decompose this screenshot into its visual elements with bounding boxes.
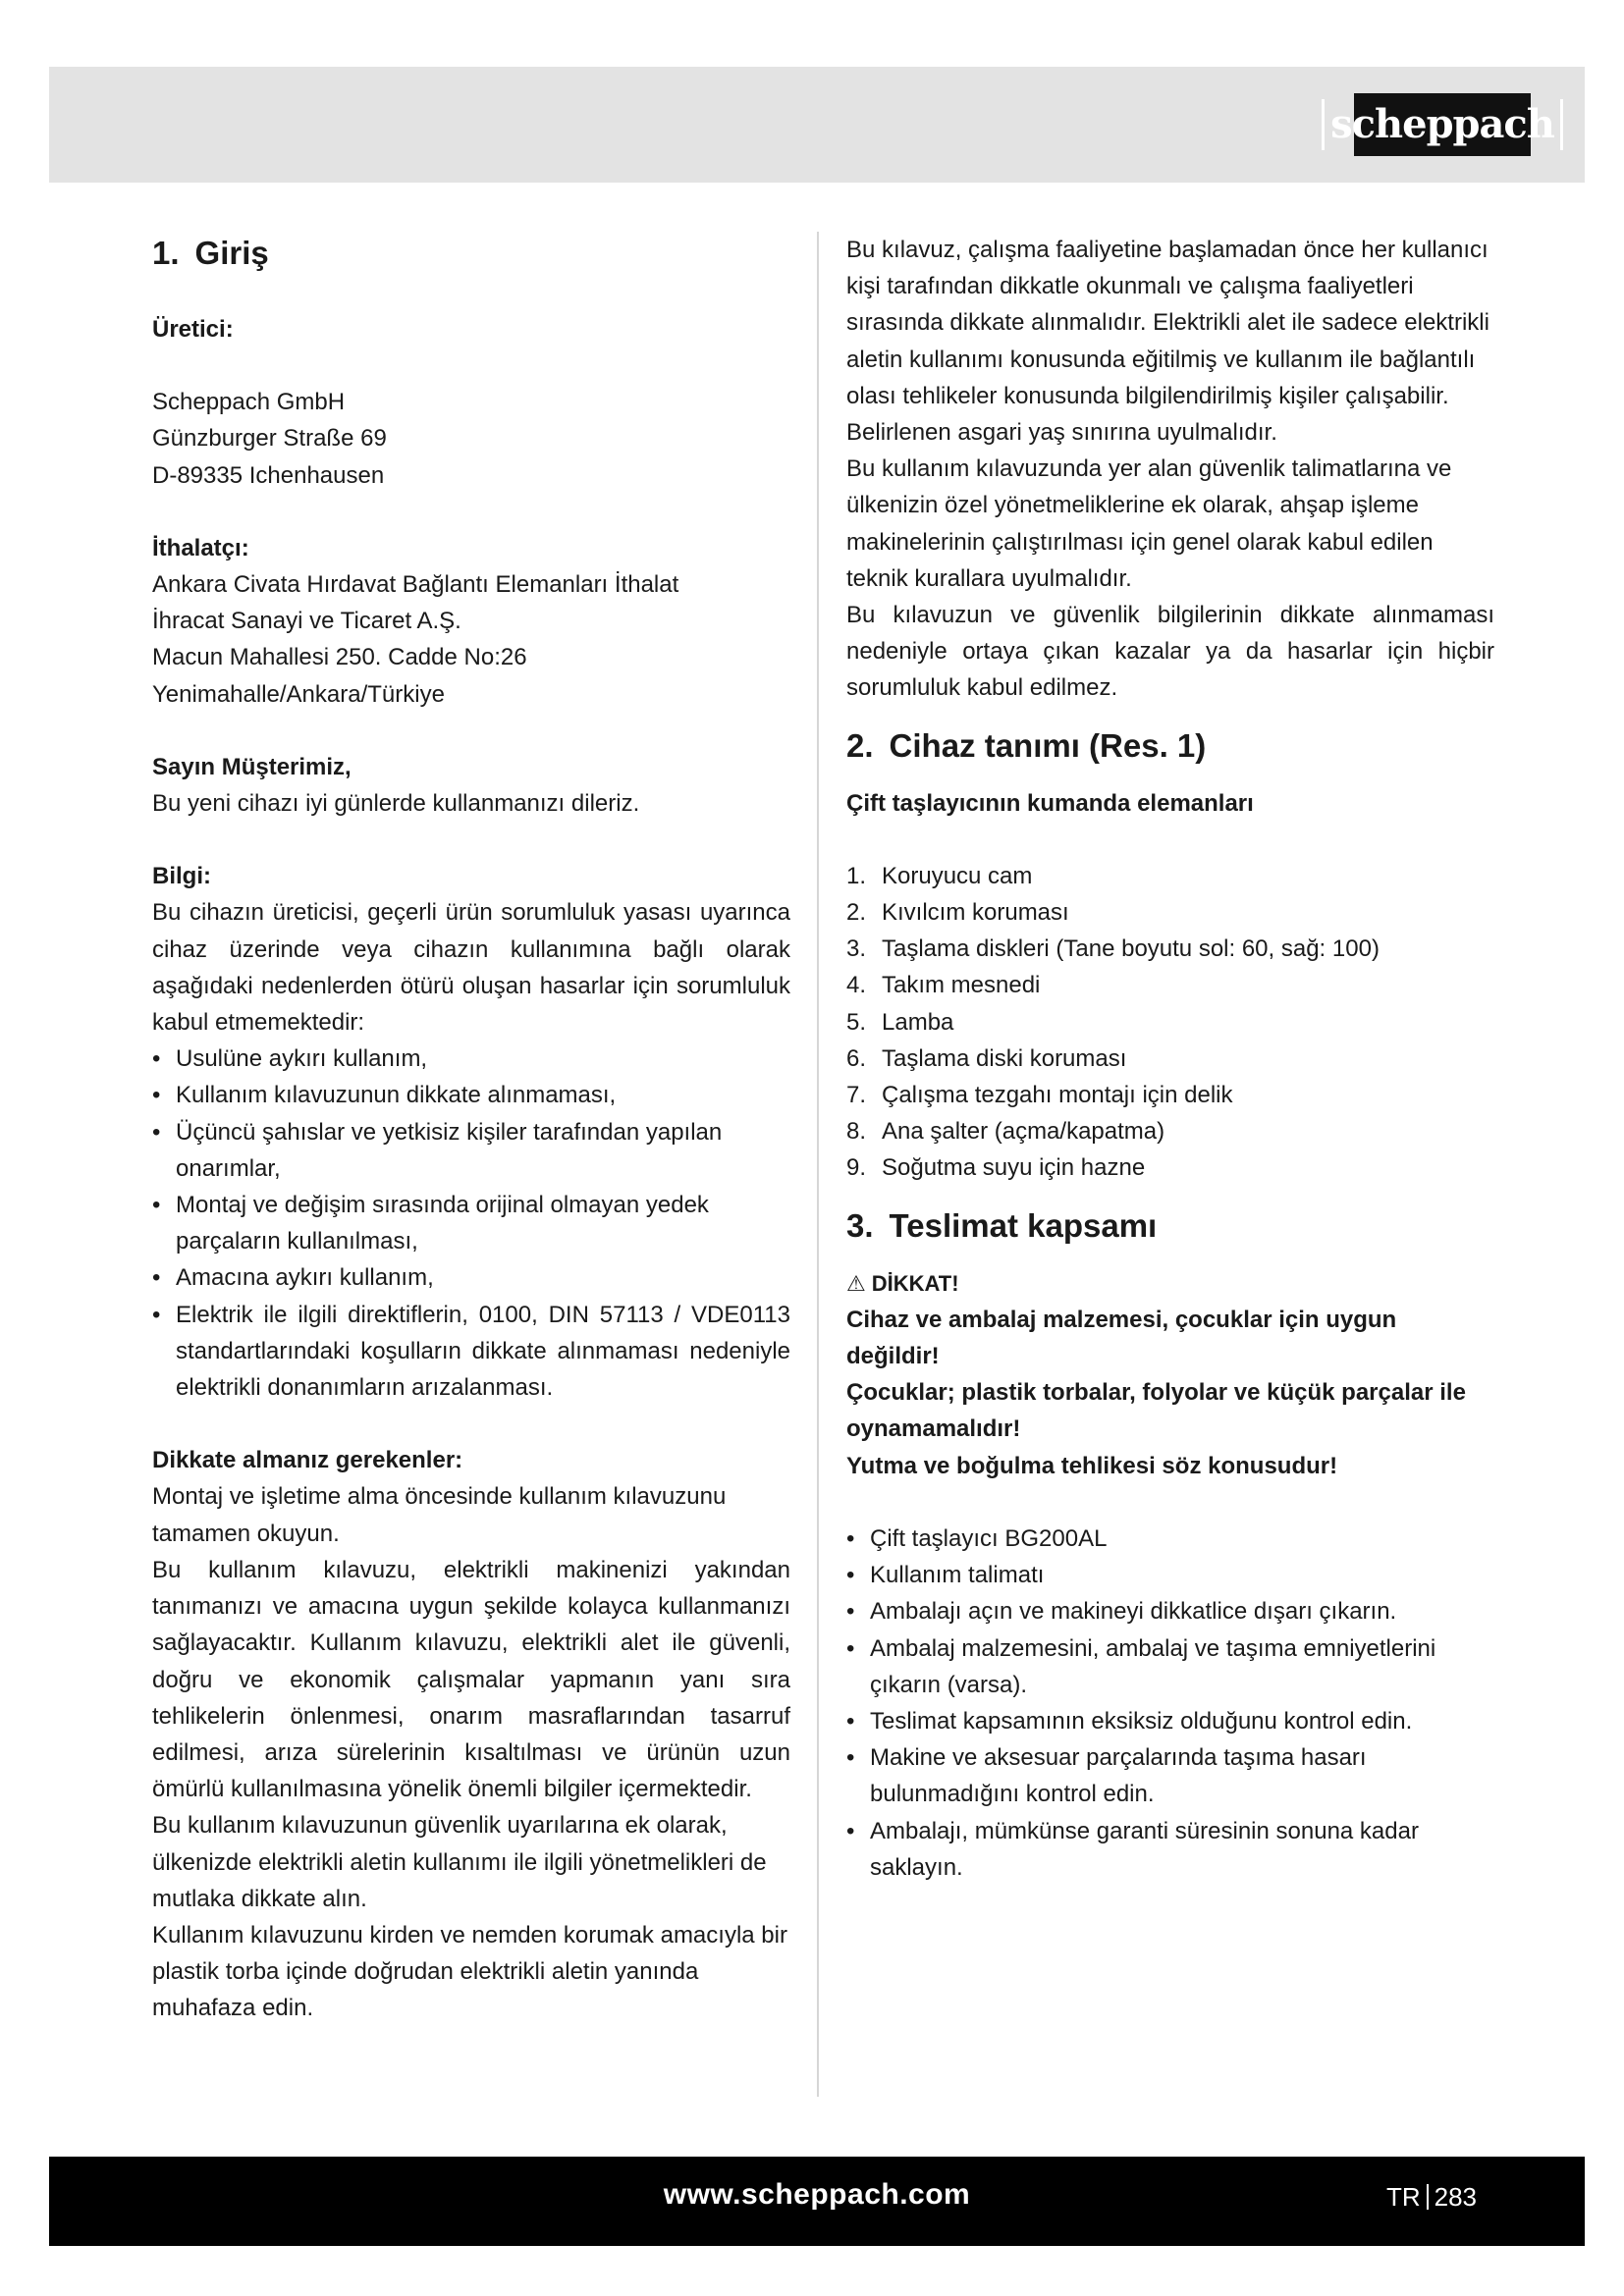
info-label: Bilgi:: [152, 863, 211, 890]
list-item: 9. Soğutma suyu için hazne: [846, 1154, 1146, 1182]
list-item: • Elektrik ile ilgili direktiflerin, 0100, DIN 57113 / VDE0113 standartlarındaki koşulların dikkate alınmaması nedeniyle elektrikli donanımların arızalanması.: [152, 1297, 790, 1407]
list-item: • Amacına aykırı kullanım,: [152, 1259, 790, 1296]
left-column: [152, 232, 790, 2027]
list-item: 8. Ana şalter (açma/kapatma): [846, 1118, 1165, 1146]
notes-paragraph: Montaj ve işletime alma öncesinde kullanım kılavuzunu tamamen okuyun.: [152, 1483, 727, 1547]
customer-text: Bu yeni cihazı iyi günlerde kullanmanızı dileriz.: [152, 790, 640, 818]
list-item: • Ambalajı açın ve makineyi dikkatlice dışarı çıkarın.: [846, 1593, 1494, 1629]
list-item: 3. Taşlama diskleri (Tane boyutu sol: 60, sağ: 100): [846, 935, 1380, 963]
list-item: • Kullanım kılavuzunun dikkate alınmaması,: [152, 1077, 790, 1113]
list-item: • Montaj ve değişim sırasında orijinal olmayan yedek parçaların kullanılması,: [152, 1187, 790, 1259]
page-number: TR 283: [1385, 2182, 1477, 2212]
importer-line: Macun Mahallesi 250. Cadde No:26: [152, 644, 527, 671]
list-item: • Usulüne aykırı kullanım,: [152, 1041, 790, 1077]
info-list: [152, 1041, 790, 1406]
importer-line: Yenimahalle/Ankara/Türkiye: [152, 680, 445, 708]
list-item: 5. Lamba: [846, 1008, 954, 1036]
list-item: • Makine ve aksesuar parçalarında taşıma hasarı bulunmadığını kontrol edin.: [846, 1739, 1494, 1812]
list-item: 2. Kıvılcım koruması: [846, 899, 1069, 927]
importer-line: İhracat Sanayi ve Ticaret A.Ş.: [152, 608, 461, 635]
importer-line: Ankara Civata Hırdavat Bağlantı Elemanları İthalat: [152, 571, 679, 599]
footer-url[interactable]: www.scheppach.com: [663, 2178, 971, 2211]
manufacturer-label: Üretici:: [152, 316, 234, 343]
delivery-list: [846, 1521, 1494, 1886]
section-3-heading: 3. Teslimat kapsamı: [846, 1206, 1158, 1244]
manufacturer-line: Günzburger Straße 69: [152, 425, 387, 453]
notes-paragraph: Bu kullanım kılavuzunun güvenlik uyarılarına ek olarak, ülkenizde elektrikli aletin kullanımı ile ilgili yönetmelikleri de mutlaka dikkate alın.: [152, 1812, 767, 1912]
scheppach-logo: scheppach: [1354, 93, 1531, 156]
list-item: • Ambalajı, mümkünse garanti süresinin sonuna kadar saklayın.: [846, 1813, 1494, 1886]
warning-line: Cihaz ve ambalaj malzemesi, çocuklar için uygun değildir!: [846, 1306, 1397, 1370]
intro-paragraph: Bu kılavuz, çalışma faaliyetine başlamadan önce her kullanıcı kişi tarafından dikkatle okunmalı ve çalışma faaliyetleri sırasında dikkate alınmalıdır. Elektrikli alet ile sadece elektrikli aletin kullanımı konusunda eğitilmiş ve kullanım ile bağlantılı olası tehlikeler konusunda bilgilendirilmiş kişiler çalışabilir. Belirlenen asgari yaş sınırına uyulmalıdır.: [846, 237, 1489, 447]
customer-label: Sayın Müşterimiz,: [152, 753, 352, 780]
notes-paragraph: Bu kullanım kılavuzu, elektrikli makinenizi yakından tanımanızı ve amacına uygun şekilde kolayca kullanmanızı sağlayacaktır. Kullanım kılavuzu, elektrikli alet ile güvenli, doğru ve ekonomik çalışmalar yapmanın yanı sıra tehlikelerin önlenmesi, onarım masraflarından tasarruf edilmesi, arıza sürelerinin kısaltılması ve ürünün uzun ömürlü kullanılmasına yönelik önemli bilgiler içermektedir.: [152, 1556, 790, 1803]
manufacturer-line: D-89335 Ichenhausen: [152, 461, 385, 489]
manufacturer-line: Scheppach GmbH: [152, 389, 346, 416]
info-text: Bu cihazın üreticisi, geçerli ürün sorumluluk yasası uyarınca cihaz üzerinde veya cihazın kullanımına bağlı olarak aşağıdaki nedenlerden ötürü oluşan hasarlar için sorumluluk kabul etmemektedir:: [152, 899, 790, 1037]
right-column: [846, 232, 1494, 1886]
controls-label: Çift taşlayıcının kumanda elemanları: [846, 789, 1254, 817]
section-2-heading: 2. Cihaz tanımı (Res. 1): [846, 726, 1207, 764]
list-item: • Teslimat kapsamının eksiksiz olduğunu kontrol edin.: [846, 1703, 1494, 1739]
warning-icon: ⚠: [846, 1270, 866, 1296]
importer-label: İthalatçı:: [152, 534, 249, 561]
header-band: [49, 67, 1585, 183]
warning-line: Çocuklar; plastik torbalar, folyolar ve küçük parçalar ile oynamamalıdır!: [846, 1379, 1466, 1443]
list-item: • Ambalaj malzemesini, ambalaj ve taşıma emniyetlerini çıkarın (varsa).: [846, 1630, 1494, 1703]
list-item: • Kullanım talimatı: [846, 1557, 1494, 1593]
controls-list: [846, 858, 1494, 1187]
list-item: 6. Taşlama diski koruması: [846, 1044, 1127, 1072]
notes-paragraph: Kullanım kılavuzunu kirden ve nemden korumak amacıyla bir plastik torba içinde doğrudan elektrikli aletin yanında muhafaza edin.: [152, 1921, 787, 2022]
warning-block: [846, 1302, 1494, 1484]
warning-line: Yutma ve boğulma tehlikesi söz konusudur!: [846, 1452, 1338, 1479]
footer-bar: [49, 2157, 1585, 2246]
intro-paragraph: Bu kullanım kılavuzunda yer alan güvenlik talimatlarına ve ülkenizin özel yönetmeliklerine ek olarak, ahşap işleme makinelerinin çalıştırılması için genel olarak kabul edilen teknik kurallara uyulmalıdır.: [846, 455, 1452, 592]
column-divider: [817, 232, 819, 2097]
section-1-heading: 1. Giriş: [152, 235, 269, 271]
list-item: 4. Takım mesnedi: [846, 972, 1041, 999]
intro-paragraph: Bu kılavuzun ve güvenlik bilgilerinin dikkate alınmaması nedeniyle ortaya çıkan kazalar ya da hasarlar için hiçbir sorumluluk kabul edilmez.: [846, 602, 1494, 702]
notes-label: Dikkate almanız gerekenler:: [152, 1447, 463, 1474]
warning-title: ⚠ DİKKAT!: [846, 1265, 1494, 1302]
list-item: • Çift taşlayıcı BG200AL: [846, 1521, 1494, 1557]
list-item: 1. Koruyucu cam: [846, 862, 1033, 889]
list-item: • Üçüncü şahıslar ve yetkisiz kişiler tarafından yapılan onarımlar,: [152, 1114, 790, 1187]
list-item: 7. Çalışma tezgahı montajı için delik: [846, 1082, 1233, 1109]
